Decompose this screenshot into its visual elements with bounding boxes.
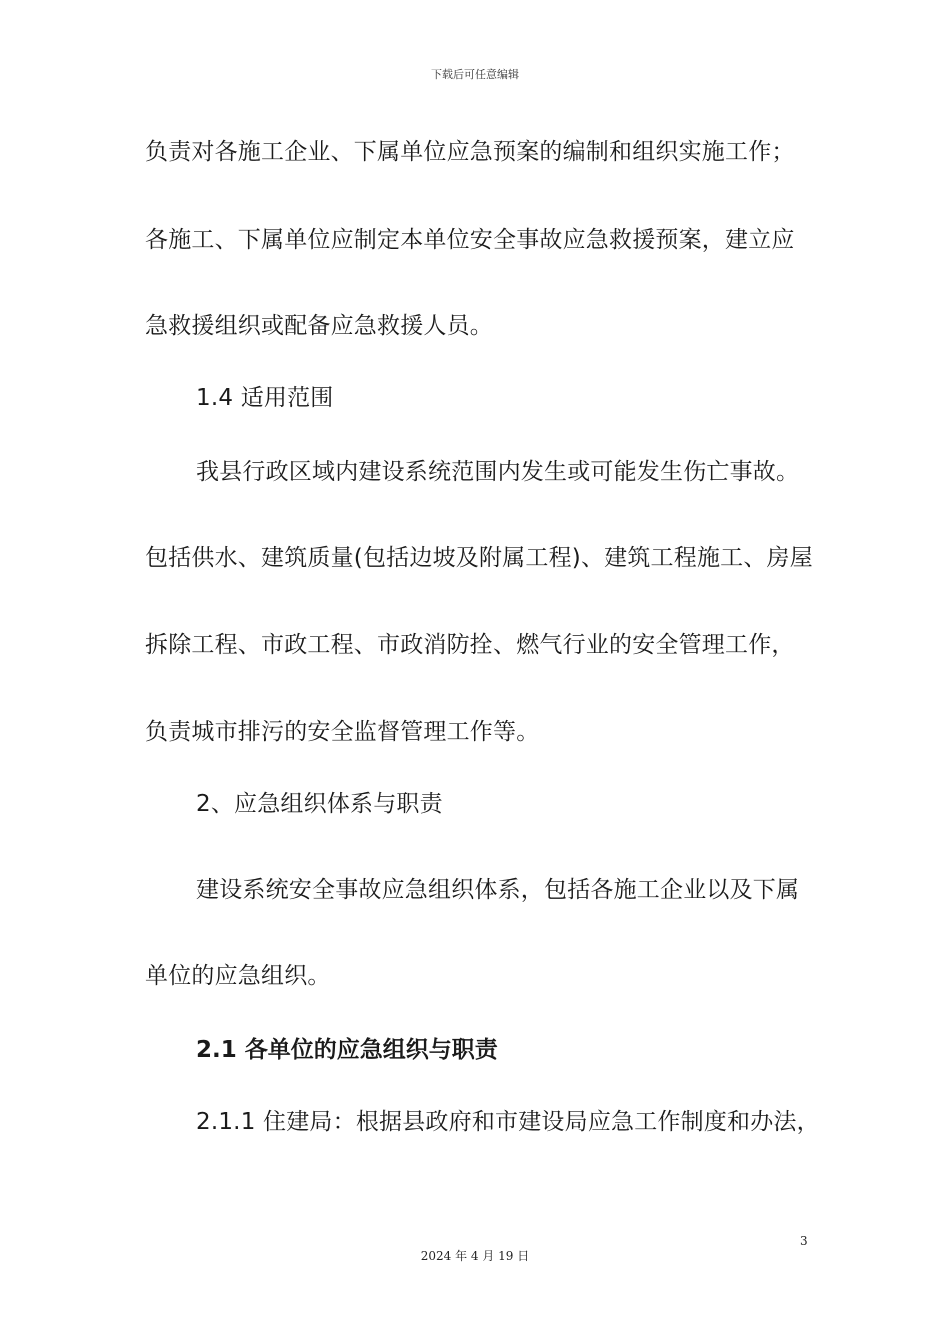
paragraph-line: 负责对各施工企业、下属单位应急预案的编制和组织实施工作； [145,139,795,165]
paragraph-line: 包括供水、建筑质量(包括边坡及附属工程)、建筑工程施工、房屋 [145,545,813,571]
paragraph-line: 各施工、下属单位应制定本单位安全事故应急救援预案，建立应 [145,227,795,253]
paragraph-line: 建设系统安全事故应急组织体系，包括各施工企业以及下属 [196,877,800,903]
paragraph-line: 拆除工程、市政工程、市政消防拴、燃气行业的安全管理工作， [145,632,795,658]
paragraph-line: 我县行政区域内建设系统范围内发生或可能发生伤亡事故。 [196,459,800,485]
paragraph-line: 负责城市排污的安全监督管理工作等。 [145,719,540,745]
paragraph-line: 单位的应急组织。 [145,963,331,989]
section-heading: 2.1 各单位的应急组织与职责 [196,1037,498,1063]
section-heading: 1.4 适用范围 [196,385,334,411]
page-header: 下载后可任意编辑 [431,68,519,81]
section-heading: 2、应急组织体系与职责 [196,791,443,817]
paragraph-line: 急救援组织或配备应急救援人员。 [145,313,493,339]
footer-date: 2024 年 4 月 19 日 [420,1249,530,1263]
paragraph-line: 2.1.1 住建局：根据县政府和市建设局应急工作制度和办法， [196,1109,820,1135]
page-number: 3 [800,1234,808,1248]
